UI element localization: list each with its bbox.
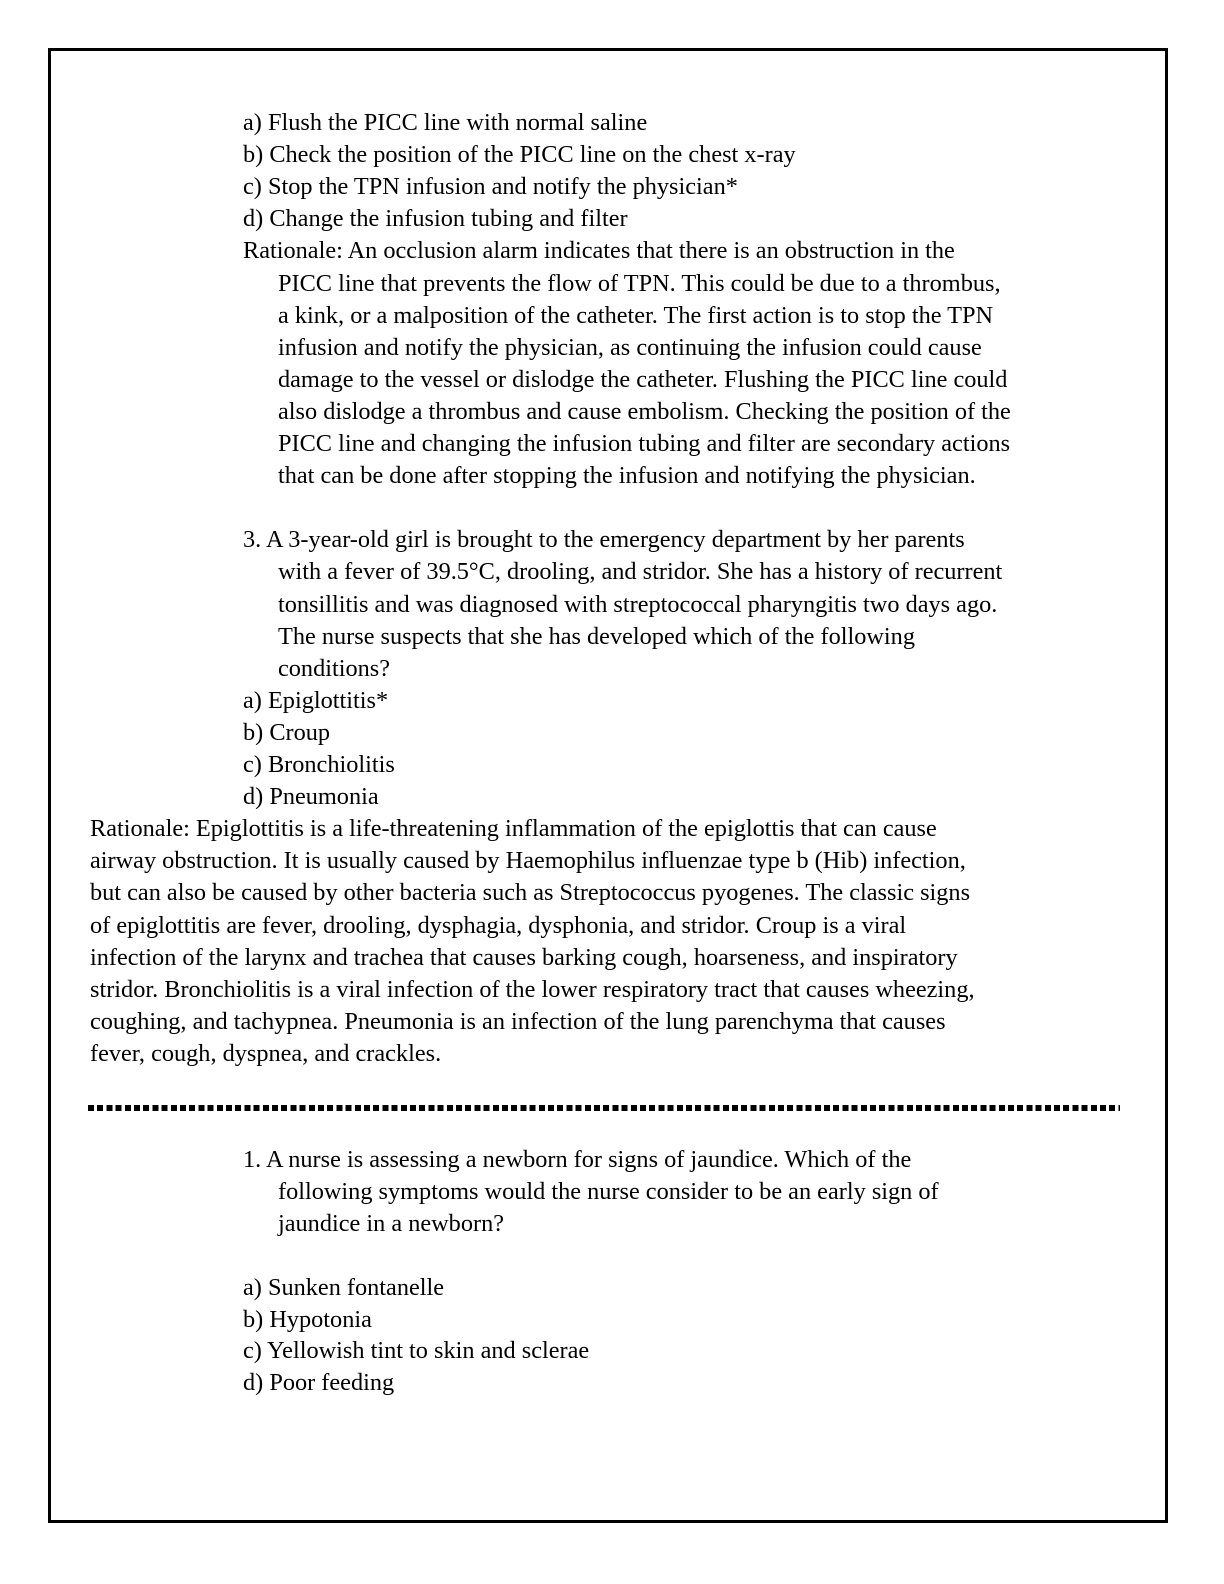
text-line: Rationale: Epiglottitis is a life-threatening inflammation of the epiglottis that can cause <box>90 815 937 843</box>
text-line: damage to the vessel or dislodge the catheter. Flushing the PICC line could <box>278 365 1008 393</box>
text-line: c) Bronchiolitis <box>243 751 395 778</box>
text-line: b) Check the position of the PICC line on the chest x-ray <box>243 141 796 169</box>
text-line: fever, cough, dyspnea, and crackles. <box>90 1039 442 1067</box>
text-line: following symptoms would the nurse consider to be an early sign of <box>278 1177 939 1205</box>
text-line: stridor. Bronchiolitis is a viral infection of the lower respiratory tract that causes wheezing, <box>90 975 975 1003</box>
text-line: tonsillitis and was diagnosed with streptococcal pharyngitis two days ago. <box>278 590 998 618</box>
text-line: c) Yellowish tint to skin and sclerae <box>243 1337 590 1365</box>
text-line: infusion and notify the physician, as continuing the infusion could cause <box>278 333 982 361</box>
text-line: a) Epiglottitis* <box>243 686 389 714</box>
text-line: a) Flush the PICC line with normal saline <box>243 109 648 136</box>
text-line: a kink, or a malposition of the catheter. The first action is to stop the TPN <box>278 301 994 329</box>
text-line: coughing, and tachypnea. Pneumonia is an infection of the lung parenchyma that causes <box>90 1007 946 1035</box>
text-line: infection of the larynx and trachea that causes barking cough, hoarseness, and inspiratory <box>90 943 958 971</box>
text-line: of epiglottitis are fever, drooling, dysphagia, dysphonia, and stridor. Croup is a viral <box>90 911 907 939</box>
text-line: 3. A 3-year-old girl is brought to the emergency department by her parents <box>243 526 965 554</box>
text-line: b) Croup <box>243 718 331 746</box>
text-line: conditions? <box>278 654 391 682</box>
text-line: 1. A nurse is assessing a newborn for signs of jaundice. Which of the <box>243 1146 912 1173</box>
text-line: PICC line and changing the infusion tubing and filter are secondary actions <box>278 430 1011 457</box>
text-line: PICC line that prevents the flow of TPN. This could be due to a thrombus, <box>278 269 1001 297</box>
text-line: d) Pneumonia <box>243 783 379 811</box>
text-line: b) Hypotonia <box>243 1305 372 1333</box>
text-line: The nurse suspects that she has developed which of the following <box>278 622 915 650</box>
section-separator <box>88 1105 1120 1111</box>
text-line: also dislodge a thrombus and cause embolism. Checking the position of the <box>278 397 1011 425</box>
text-line: a) Sunken fontanelle <box>243 1273 445 1301</box>
text-line: but can also be caused by other bacteria such as Streptococcus pyogenes. The classic signs <box>90 879 971 907</box>
text-line: jaundice in a newborn? <box>278 1209 505 1237</box>
text-line: c) Stop the TPN infusion and notify the physician* <box>243 173 738 201</box>
text-line: that can be done after stopping the infusion and notifying the physician. <box>278 462 976 490</box>
text-line: airway obstruction. It is usually caused by Haemophilus influenzae type b (Hib) infection, <box>90 847 966 875</box>
text-line: Rationale: An occlusion alarm indicates that there is an obstruction in the <box>243 237 955 265</box>
text-line: d) Change the infusion tubing and filter <box>243 205 628 233</box>
text-line: with a fever of 39.5°C, drooling, and stridor. She has a history of recurrent <box>278 558 1003 586</box>
text-line: d) Poor feeding <box>243 1369 395 1397</box>
